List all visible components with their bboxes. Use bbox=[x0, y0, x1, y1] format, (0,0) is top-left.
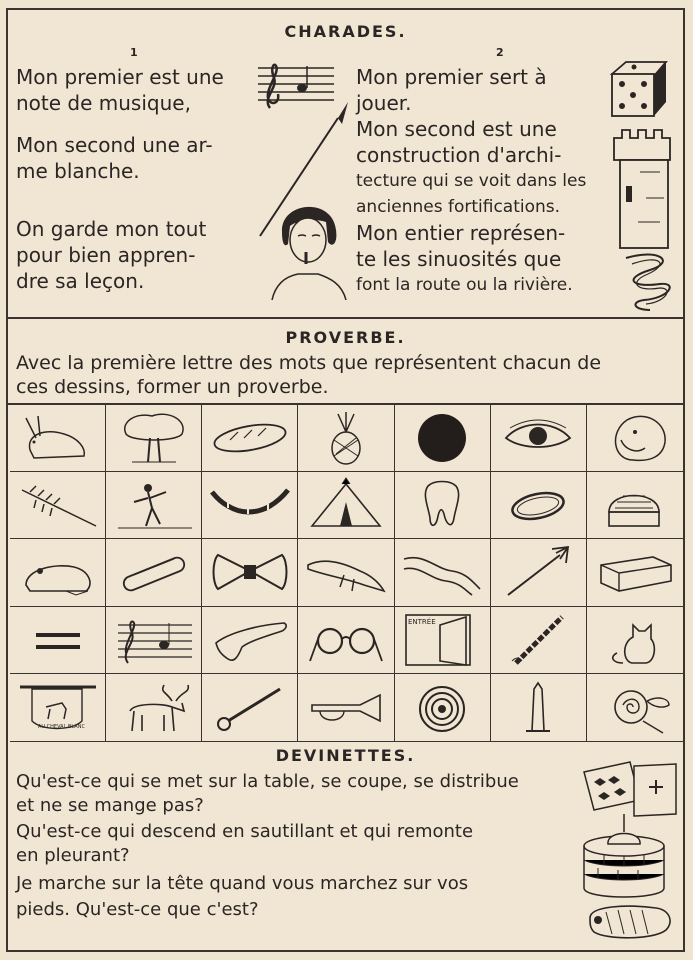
door-sign: ENTRÉE bbox=[408, 618, 436, 627]
rebus-cell bbox=[10, 607, 106, 675]
rebus-cell bbox=[298, 607, 394, 675]
section-divider bbox=[8, 317, 683, 319]
rebus-cell bbox=[10, 674, 106, 742]
eye-icon bbox=[496, 410, 580, 464]
puzzle-page bbox=[6, 8, 685, 952]
crocodile-icon bbox=[304, 545, 388, 599]
music-staff-icon bbox=[112, 613, 196, 667]
rebus-cell bbox=[10, 404, 106, 472]
charade-1-line: On garde mon tout bbox=[16, 217, 207, 241]
charade-1-line: Mon second une ar- bbox=[16, 133, 213, 157]
pineapple-icon bbox=[304, 410, 388, 464]
winding-road-icon bbox=[620, 248, 678, 314]
charade-2-line: te les sinuosités que bbox=[356, 247, 562, 271]
charade-2-number: 2 bbox=[496, 46, 504, 59]
rebus-cell bbox=[10, 539, 106, 607]
rebus-cell bbox=[395, 472, 491, 540]
charade-2-line: jouer. bbox=[356, 91, 412, 115]
sausages-icon bbox=[208, 478, 292, 532]
rebus-cell bbox=[491, 674, 587, 742]
braid-icon bbox=[496, 613, 580, 667]
die-icon bbox=[606, 58, 670, 120]
rebus-cell bbox=[202, 674, 298, 742]
rebus-cell bbox=[298, 472, 394, 540]
cat-icon bbox=[593, 613, 677, 667]
rebus-cell bbox=[10, 472, 106, 540]
shop-sign-text: AU CHEVAL BLANC bbox=[37, 723, 85, 730]
rebus-cell bbox=[106, 472, 202, 540]
hut-icon bbox=[593, 478, 677, 532]
rebus-cell bbox=[587, 607, 683, 675]
rebus-cell bbox=[202, 472, 298, 540]
charade-1-line: dre sa leçon. bbox=[16, 269, 145, 293]
rebus-cell bbox=[491, 404, 587, 472]
rebus-cell bbox=[491, 539, 587, 607]
rebus-cell bbox=[202, 607, 298, 675]
frog-icon bbox=[16, 545, 100, 599]
door-icon bbox=[400, 613, 484, 667]
charade-1-line: me blanche. bbox=[16, 159, 140, 183]
riddle-line: Je marche sur la tête quand vous marchez sur vos bbox=[16, 873, 469, 894]
rebus-cell bbox=[106, 674, 202, 742]
rose-icon bbox=[593, 681, 677, 735]
riddle-line: Qu'est-ce qui se met sur la table, se coupe, se distribue bbox=[16, 771, 519, 792]
riddle-line: Qu'est-ce qui descend en sautillant et qui remonte bbox=[16, 821, 474, 842]
charades-title: CHARADES. bbox=[284, 22, 407, 41]
charade-2-line: construction d'archi- bbox=[356, 143, 562, 167]
shoe-nail-icon bbox=[586, 898, 678, 944]
rabbit-icon bbox=[16, 410, 100, 464]
bow-tie-icon bbox=[208, 545, 292, 599]
rebus-cell bbox=[106, 404, 202, 472]
acrobat-icon bbox=[112, 478, 196, 532]
charade-2-line: Mon premier sert à bbox=[356, 65, 547, 89]
finger-icon bbox=[208, 613, 292, 667]
charade-2-line: Mon entier représen- bbox=[356, 221, 566, 245]
proverbe-instructions: ces dessins, former un proverbe. bbox=[16, 376, 329, 398]
rebus-cell bbox=[395, 607, 491, 675]
riddle-line: en pleurant? bbox=[16, 845, 130, 866]
charade-2-line: tecture qui se voit dans les bbox=[356, 171, 587, 191]
rebus-cell bbox=[587, 404, 683, 472]
rebus-cell bbox=[106, 607, 202, 675]
charade-1-line: note de musique, bbox=[16, 91, 191, 115]
obelisk-icon bbox=[496, 681, 580, 735]
equals-sign-icon bbox=[16, 613, 100, 667]
rebus-cell bbox=[395, 539, 491, 607]
charade-1-line: pour bien appren- bbox=[16, 243, 196, 267]
charade-2-line: anciennes fortifications. bbox=[356, 197, 561, 217]
moose-icon bbox=[112, 681, 196, 735]
rebus-cell bbox=[298, 404, 394, 472]
rebus-cell bbox=[298, 674, 394, 742]
riddle-line: et ne se mange pas? bbox=[16, 795, 204, 816]
proverbe-title: PROVERBE. bbox=[285, 328, 406, 347]
rebus-cell bbox=[395, 404, 491, 472]
rebus-cell bbox=[491, 607, 587, 675]
book-icon bbox=[593, 545, 677, 599]
rebus-cell bbox=[395, 674, 491, 742]
rebus-cell bbox=[106, 539, 202, 607]
whistle-icon bbox=[112, 545, 196, 599]
charade-1-number: 1 bbox=[130, 46, 138, 59]
charade-1-line: Mon premier est une bbox=[16, 65, 224, 89]
rebus-cell bbox=[587, 674, 683, 742]
shop-sign-icon bbox=[16, 681, 100, 735]
devinettes-title: DEVINETTES. bbox=[275, 746, 416, 765]
target-icon bbox=[400, 681, 484, 735]
proverbe-instructions: Avec la première lettre des mots que représentent chacun de bbox=[16, 352, 602, 374]
tree-icon bbox=[112, 410, 196, 464]
rebus-grid bbox=[10, 404, 683, 742]
wheat-icon bbox=[16, 478, 100, 532]
tent-icon bbox=[304, 478, 388, 532]
rebus-cell bbox=[202, 539, 298, 607]
river-icon bbox=[400, 545, 484, 599]
glasses-icon bbox=[304, 613, 388, 667]
rebus-cell bbox=[298, 539, 394, 607]
riddle-line: pieds. Qu'est-ce que c'est? bbox=[16, 899, 259, 920]
rebus-cell bbox=[491, 472, 587, 540]
trident-icon bbox=[496, 545, 580, 599]
trumpet-icon bbox=[304, 681, 388, 735]
black-ball-icon bbox=[400, 410, 484, 464]
rebus-cell bbox=[202, 404, 298, 472]
bread-icon bbox=[208, 410, 292, 464]
well-icon bbox=[578, 810, 670, 902]
rebus-cell bbox=[587, 539, 683, 607]
tooth-icon bbox=[400, 478, 484, 532]
ring-icon bbox=[496, 478, 580, 532]
lion-icon bbox=[593, 410, 677, 464]
girl-thinking-icon bbox=[262, 192, 358, 302]
charade-2-line: font la route ou la rivière. bbox=[356, 275, 573, 295]
charade-2-line: Mon second est une bbox=[356, 117, 557, 141]
nail-icon bbox=[208, 681, 292, 735]
tower-icon bbox=[610, 128, 680, 250]
rebus-cell bbox=[587, 472, 683, 540]
